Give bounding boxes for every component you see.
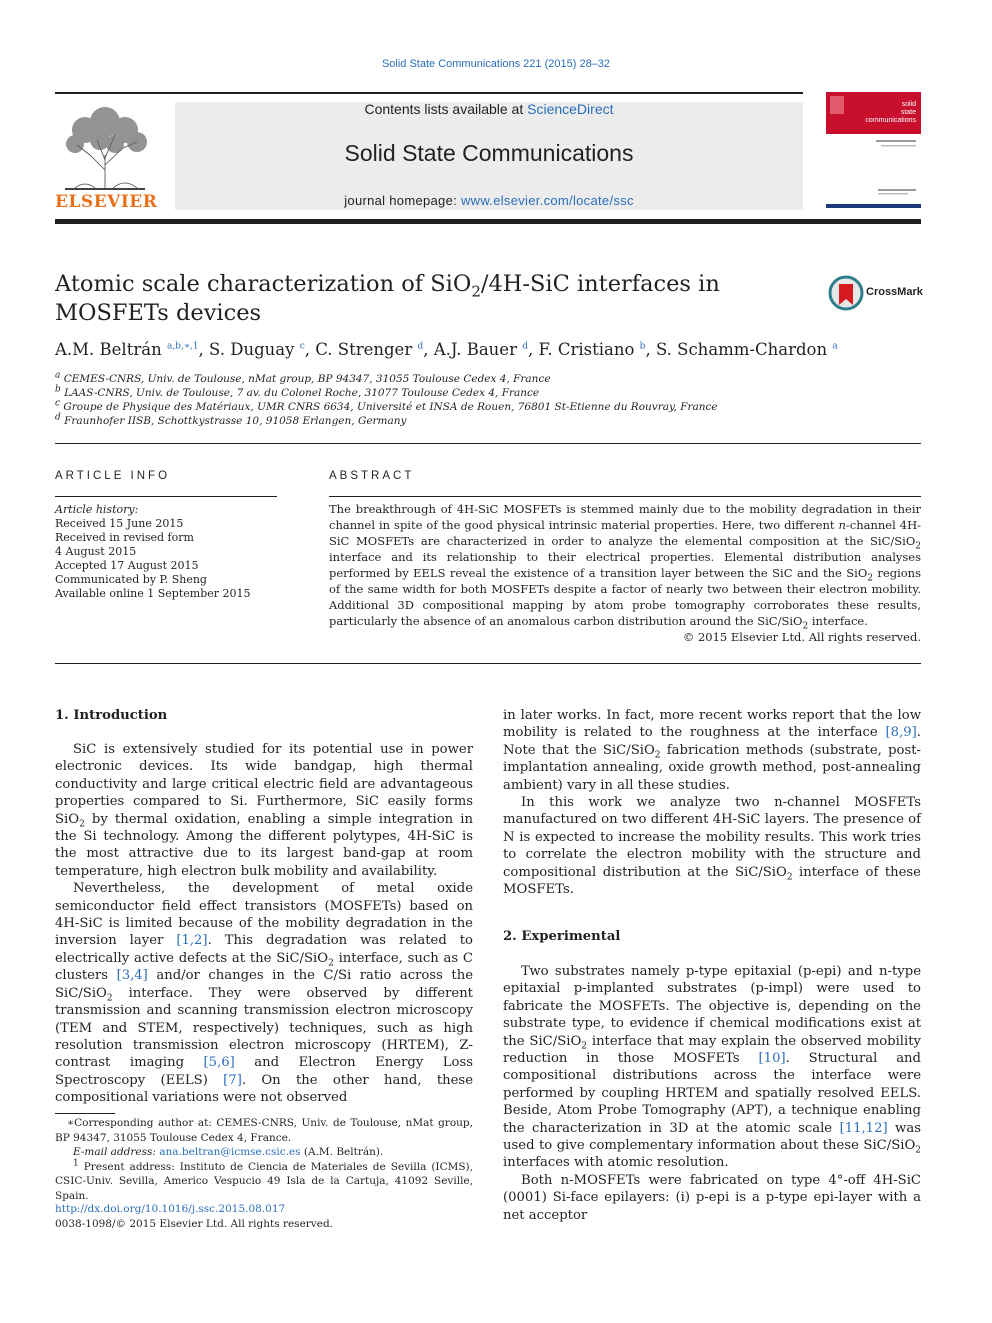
issn-line: 0038-1098/© 2015 Elsevier Ltd. All rights reserved. bbox=[55, 1217, 334, 1230]
experimental-body bbox=[503, 963, 921, 1224]
abstract-heading: ABSTRACT bbox=[329, 470, 415, 482]
footnote-present-address: 1 Present address: Instituto de Ciencia de Materiales de Sevilla (ICMS), CSIC-Univ. Sevilla, Americo Vespucio 49 Isla de la Cartuja, 41092 Seville, Spain. bbox=[55, 1158, 473, 1202]
footnotes bbox=[55, 1116, 473, 1203]
author: S. Duguay $^c$, bbox=[209, 340, 316, 359]
article-info-heading: ARTICLE INFO bbox=[55, 470, 171, 482]
sciencedirect-link[interactable]: ScienceDirect bbox=[527, 101, 614, 117]
citation-link[interactable]: [11,12] bbox=[839, 1120, 888, 1136]
history-item: 4 August 2015 bbox=[55, 545, 137, 558]
affiliation: d Fraunhofer IISB, Schottkystrasse 10, 91058 Erlangen, Germany bbox=[55, 412, 407, 427]
history-item: Received 15 June 2015 bbox=[55, 517, 184, 530]
paragraph: Both n-MOSFETs were fabricated on type 4°-off 4H-SiC (0001) Si-face epilayers: (i) p-epi is a p-type epi-layer with a net acceptor bbox=[503, 1172, 921, 1223]
svg-text:communications: communications bbox=[865, 117, 916, 124]
paragraph: Nevertheless, the development of metal oxide semiconductor field effect transistors (MOSFETs) based on 4H-SiC is limited because of the mobility degradation in the inversion layer [1,2]. This degradation was related to electrically active defects at the SiC/SiO$_2$ interface, such as C clusters [3,4] and/or changes in the C/Si ratio across the SiC/SiO$_2$ interface. They were observed by different transmission and scanning transmission electron microscopy (TEM and STEM, respectively) techniques, such as high resolution transmission electron microscopy (HRTEM), Z-contrast imaging [5,6] and Electron Energy Loss Spectroscopy (EELS) [7]. On the other hand, these compositional variations were not observed bbox=[55, 881, 474, 1106]
journal-reference[interactable]: Solid State Communications 221 (2015) 28–32 bbox=[381, 58, 611, 70]
paragraph: in later works. In fact, more recent works report that the low mobility is related to the roughness at the interface [8,9]. Note that the SiC/SiO$_2$ fabrication methods (substrate, post-implantation annealing, oxide growth method, post-annealing ambient) vary in all these studies. bbox=[503, 708, 921, 793]
author-list bbox=[55, 340, 838, 359]
paragraph: Two substrates namely p-type epitaxial (p-epi) and n-type epitaxial p-implanted substrates (p-impl) were used to fabricate the MOSFETs. The objective is, depending on the substrate type, to evidence if chemical modifications exist at the SiC/SiO$_2$ interface that may explain the observed mobility reduction in those MOSFETs [10]. Structural and compositional distributions across the interface were performed by coupling HRTEM and spatially resolved EELS. Beside, Atom Probe Tomography (APT), a technique enabling the characterization in 3D at the atomic scale [11,12] was used to give complementary information about these SiC/SiO$_2$ interfaces with atomic resolution. bbox=[503, 964, 921, 1171]
homepage-line bbox=[175, 193, 803, 208]
contents-line bbox=[175, 101, 803, 117]
author: F. Cristiano $^b$, bbox=[538, 340, 656, 359]
footnote-rule bbox=[55, 1113, 115, 1114]
paragraph: In this work we analyze two n-channel MOSFETs manufactured on two different 4H-SiC layers. The presence of N is expected to increase the mobility results. This work tries to correlate the electron mobility with the structure and compositional distribution at the SiC/SiO$_2$ interface of these MOSFETs. bbox=[503, 795, 921, 898]
citation-link[interactable]: [8,9] bbox=[885, 725, 917, 741]
homepage-link[interactable]: www.elsevier.com/locate/ssc bbox=[460, 193, 634, 208]
publisher-name: ELSEVIER bbox=[55, 192, 158, 212]
doi-block bbox=[55, 1202, 333, 1231]
history-item: Communicated by P. Sheng bbox=[55, 573, 207, 586]
author: S. Schamm-Chardon $^a$ bbox=[655, 340, 838, 359]
section-heading-introduction: 1. Introduction bbox=[55, 708, 168, 723]
affiliation: c Groupe de Physique des Matériaux, UMR CNRS 6634, Université et INSA de Rouen, 76801 St-Etienne du Rouvray, France bbox=[55, 398, 718, 413]
affiliations bbox=[55, 372, 718, 428]
abstract-copyright: © 2015 Elsevier Ltd. All rights reserved. bbox=[682, 630, 921, 644]
doi-link[interactable]: http://dx.doi.org/10.1016/j.ssc.2015.08.017 bbox=[55, 1203, 286, 1215]
author: C. Strenger $^d$, bbox=[315, 340, 434, 359]
divider bbox=[55, 663, 921, 664]
header-rule bbox=[55, 92, 803, 94]
svg-text:state: state bbox=[900, 109, 916, 116]
history-item: Accepted 17 August 2015 bbox=[55, 559, 199, 572]
journal-title: Solid State Communications bbox=[344, 140, 634, 166]
article-title: Atomic scale characterization of SiO$_2$/4H-SiC interfaces in MOSFETs devices bbox=[55, 271, 720, 326]
divider bbox=[329, 496, 921, 497]
crossmark-label: CrossMark bbox=[866, 286, 923, 298]
affiliation: b LAAS-CNRS, Univ. de Toulouse, 7 av. du Colonel Roche, 31077 Toulouse Cedex 4, France bbox=[55, 384, 540, 399]
affiliation: a CEMES-CNRS, Univ. de Toulouse, nMat group, BP 94347, 31055 Toulouse Cedex 4, France bbox=[55, 370, 551, 385]
history-item: Received in revised form bbox=[55, 531, 194, 544]
email-link[interactable]: ana.beltran@icmse.csic.es bbox=[159, 1146, 301, 1158]
citation-link[interactable]: [7] bbox=[223, 1072, 242, 1088]
journal-cover-thumbnail bbox=[826, 92, 921, 210]
paragraph: SiC is extensively studied for its potential use in power electronic devices. Its wide bandgap, high thermal conductivity and large critical electric field are advantageous properties compared to Si. Furthermore, SiC easily forms SiO$_2$ by thermal oxidation, enabling a simple integration in the Si technology. Among the different polytypes, 4H-SiC is the most attractive due to its largest band-gap at room temperature, high electron bulk mobility and availability. bbox=[55, 742, 473, 879]
section-heading-experimental: 2. Experimental bbox=[503, 929, 621, 944]
citation-link[interactable]: [10] bbox=[758, 1051, 786, 1067]
divider bbox=[55, 443, 921, 444]
svg-text:solid: solid bbox=[901, 101, 916, 108]
footnote-corresponding: ∗Corresponding author at: CEMES-CNRS, Univ. de Toulouse, nMat group, BP 94347, 31055 Toulouse Cedex 4, France. bbox=[55, 1117, 473, 1144]
divider bbox=[55, 496, 277, 497]
citation-link[interactable]: [1,2] bbox=[176, 933, 208, 949]
citation-link[interactable]: [3,4] bbox=[116, 968, 148, 984]
article-history bbox=[55, 503, 251, 601]
citation-link[interactable]: [5,6] bbox=[203, 1055, 235, 1071]
introduction-continued bbox=[503, 707, 921, 898]
author: A.J. Bauer $^d$, bbox=[433, 340, 539, 359]
history-item: Available online 1 September 2015 bbox=[55, 587, 251, 600]
homepage-prefix: journal homepage: bbox=[344, 193, 461, 208]
contents-prefix: Contents lists available at bbox=[364, 101, 528, 117]
abstract-text: The breakthrough of 4H-SiC MOSFETs is stemmed mainly due to the mobility degradation in their channel in spite of the good physical intrinsic material properties. Here, two different n-channel 4H-SiC MOSFETs are characterized in order to analyze the elemental composition at the SiC/SiO$_2$ interface and its relationship to their electrical properties. Elemental distribution analyses performed by EELS reveal the existence of a transition layer between the SiC and the SiO$_2$ regions of the same width for both MOSFETs despite a factor of nearly two between their electron mobility. Additional 3D compositional mapping by atom probe tomography corroborates these results, particularly the absence of an anomalous carbon distribution around the SiC/SiO$_2$ interface. bbox=[329, 502, 921, 632]
header-bottom-rule bbox=[55, 219, 921, 224]
footnote-email: E-mail address: ana.beltran@icmse.csic.es (A.M. Beltrán). bbox=[73, 1146, 384, 1158]
author: A.M. Beltrán $^{a,b,∗,1}$, bbox=[55, 340, 210, 359]
history-label: Article history: bbox=[55, 503, 139, 516]
introduction-body bbox=[55, 741, 473, 1107]
